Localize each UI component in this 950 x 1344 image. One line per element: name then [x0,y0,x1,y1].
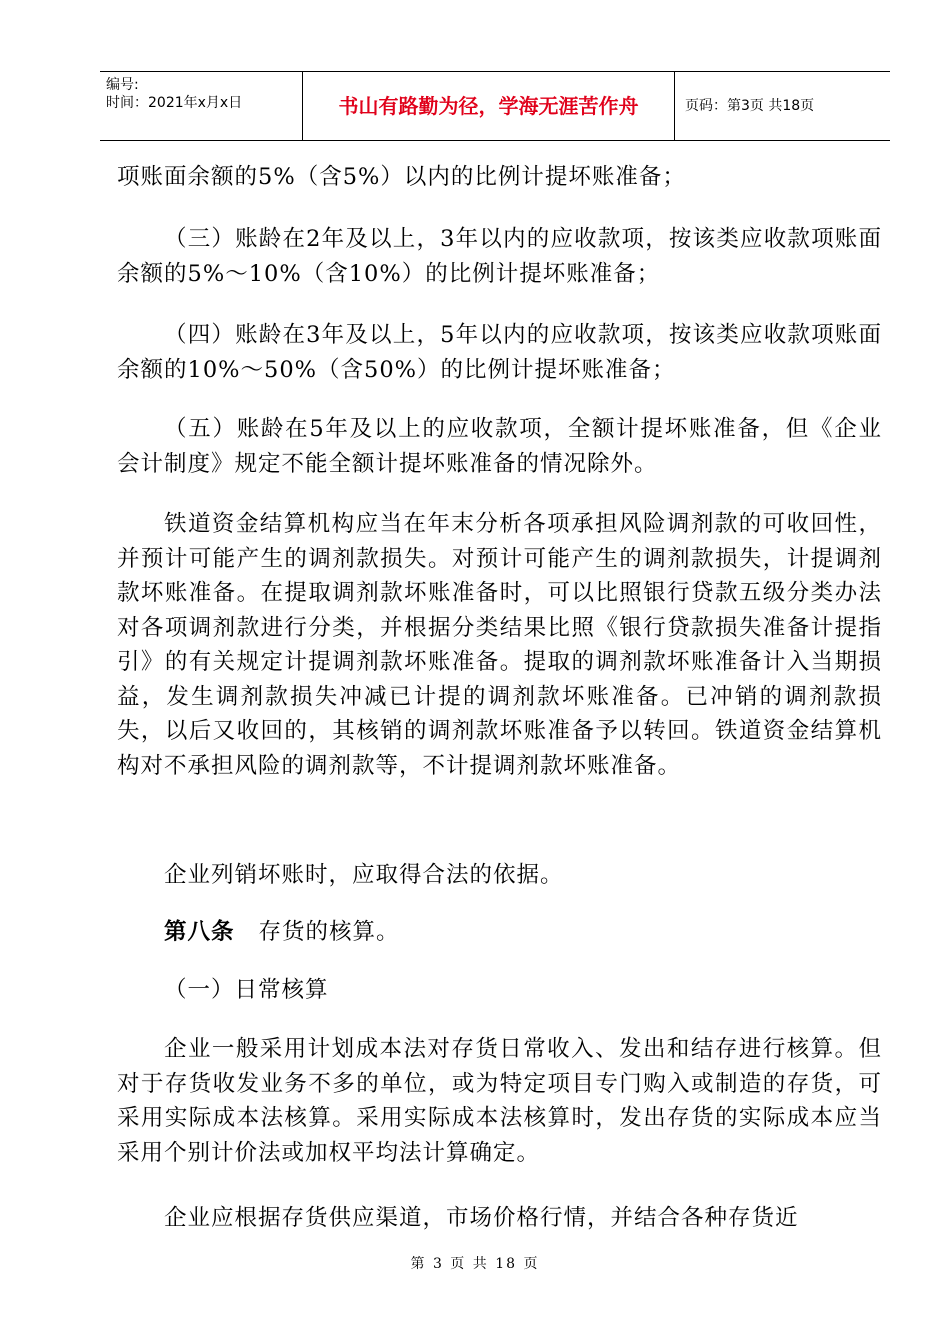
paragraph-inventory-method: 企业一般采用计划成本法对存货日常收入、发出和结存进行核算。但对于存货收发业务不多的单位，或为特定项目专门购入或制造的存货，可采用实际成本法核算。采用实际成本法核算时，发出存货的实际成本应当采用个别计价法或加权平均法计算确定。 [117,1036,882,1166]
sub-heading-daily-accounting: （一）日常核算 [164,977,329,1003]
paragraph-inventory-supply: 企业应根据存货供应渠道，市场价格行情，并结合各种存货近 [164,1205,799,1231]
paragraph-write-off: 企业列销坏账时，应取得合法的依据。 [164,862,564,888]
time-label: 时间：2021年x月x日 [106,95,243,111]
article-number: 第八条 [164,919,235,945]
paragraph-item-five: （五）账龄在5年及以上的应收款项，全额计提坏账准备，但《企业会计制度》规定不能全额计提坏账准备的情况除外。 [117,416,882,477]
article-heading [164,915,400,949]
paragraph-item-four: （四）账龄在3年及以上，5年以内的应收款项，按该类应收款项账面余额的10%～50%（含50%）的比例计提坏账准备； [117,322,882,383]
paragraph-adjustment-fund: 铁道资金结算机构应当在年末分析各项承担风险调剂款的可收回性，并预计可能产生的调剂款损失。对预计可能产生的调剂款损失，计提调剂款坏账准备。在提取调剂款坏账准备时，可以比照银行贷款五级分类办法对各项调剂款进行分类，并根据分类结果比照《银行贷款损失准备计提指引》的有关规定计提调剂款坏账准备。提取的调剂款坏账准备计入当期损益，发生调剂款损失冲减已计提的调剂款坏账准备。已冲销的调剂款损失，以后又收回的，其核销的调剂款坏账准备予以转回。铁道资金结算机构对不承担风险的调剂款等，不计提调剂款坏账准备。 [117,511,882,779]
paragraph-item-three: （三）账龄在2年及以上，3年以内的应收款项，按该类应收款项账面余额的5%～10%（含10%）的比例计提坏账准备； [117,226,882,287]
header-motto: 书山有路勤为径，学海无涯苦作舟 [303,72,675,140]
header-meta [100,72,303,140]
page-footer: 第 3 页 共 18 页 [410,1256,540,1272]
serial-label: 编号: [106,77,139,93]
paragraph-continued: 项账面余额的5%（含5%）以内的比例计提坏账准备； [117,164,686,190]
header-page-code: 页码：第3页 共18页 [685,98,815,114]
page-header [100,71,890,141]
article-title: 存货的核算。 [258,919,400,945]
